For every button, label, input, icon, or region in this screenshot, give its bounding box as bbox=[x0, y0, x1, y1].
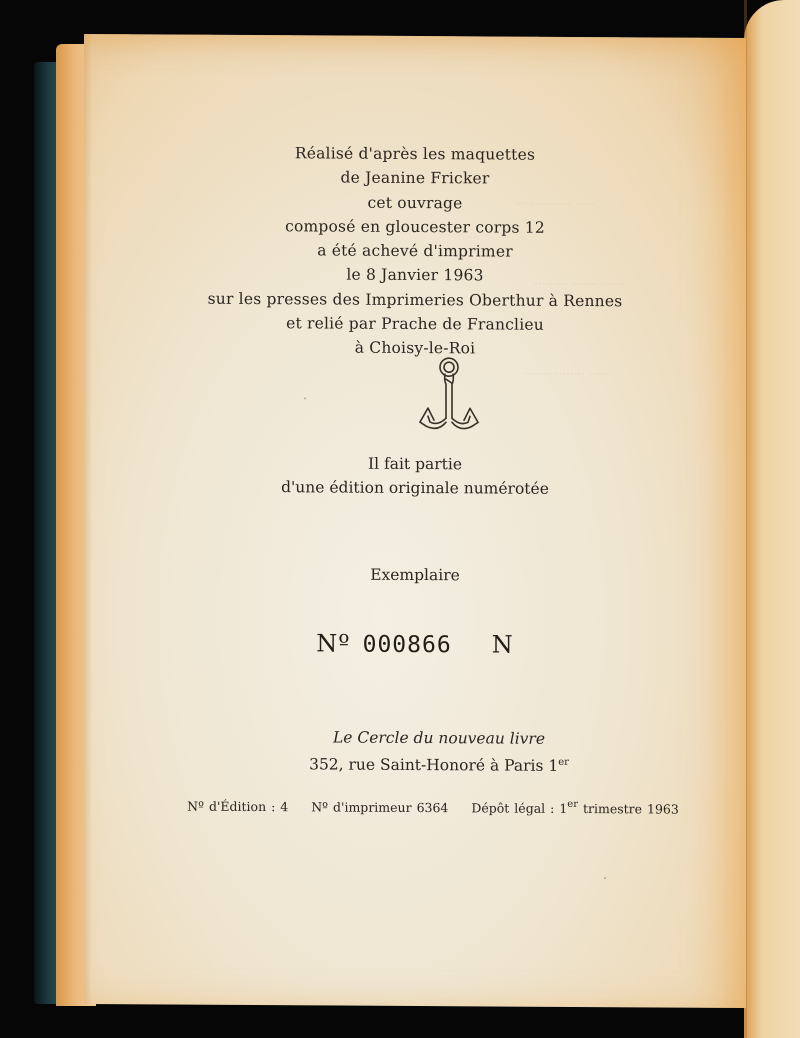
deposit-rest: trimestre 1963 bbox=[582, 801, 679, 817]
colophon-text bbox=[84, 140, 746, 363]
colophon-line: a été achevé d'imprimer bbox=[317, 241, 513, 261]
publisher-address bbox=[108, 748, 770, 779]
edition-line: d'une édition originale numérotée bbox=[281, 478, 549, 498]
edition-number-label: Nº d'Édition : bbox=[187, 798, 276, 815]
show-through-text: ······· ········ ····· bbox=[524, 366, 608, 382]
anchor-icon bbox=[416, 356, 482, 440]
paper-speck bbox=[604, 877, 606, 879]
facing-page bbox=[744, 0, 800, 1038]
deposit-quarter: 1 bbox=[559, 800, 568, 816]
publisher-name: Le Cercle du nouveau livre bbox=[332, 728, 546, 748]
printer-number-label: Nº d'imprimeur bbox=[311, 799, 412, 815]
colophon-line: à Choisy-le-Roi bbox=[354, 339, 476, 358]
legal-line bbox=[102, 796, 764, 817]
deposit-quarter-suffix: er bbox=[567, 798, 578, 810]
address-text: 352, rue Saint-Honoré à Paris 1 bbox=[309, 755, 559, 775]
colophon-page bbox=[84, 34, 746, 1008]
show-through-text: ········· ······· ······ bbox=[534, 276, 626, 292]
colophon-line: et relié par Prache de Franclieu bbox=[286, 314, 544, 334]
copy-number bbox=[84, 628, 746, 660]
address-suffix: er bbox=[558, 756, 569, 768]
series-letter: N bbox=[491, 630, 514, 659]
number-value: 000866 bbox=[362, 631, 452, 659]
number-prefix: Nº bbox=[316, 629, 351, 658]
edition-notice bbox=[84, 450, 746, 502]
show-through-text: ····· ········· ····· bbox=[514, 196, 595, 212]
colophon-line: de Jeanine Fricker bbox=[340, 168, 490, 188]
colophon-line: cet ouvrage bbox=[367, 193, 463, 212]
paper-speck bbox=[304, 397, 306, 399]
publisher-block bbox=[108, 724, 770, 779]
colophon-line: le 8 Janvier 1963 bbox=[346, 266, 484, 285]
copy-label: Exemplaire bbox=[370, 565, 460, 585]
edition-number-value: 4 bbox=[280, 799, 289, 815]
deposit-label: Dépôt légal : bbox=[471, 800, 555, 816]
edition-line: Il fait partie bbox=[367, 454, 463, 474]
colophon-line: composé en gloucester corps 12 bbox=[285, 217, 545, 237]
colophon-line: sur les presses des Imprimeries Oberthur à Rennes bbox=[207, 289, 623, 311]
colophon-line: Réalisé d'après les maquettes bbox=[294, 144, 536, 164]
printer-number-value: 6364 bbox=[416, 800, 449, 816]
